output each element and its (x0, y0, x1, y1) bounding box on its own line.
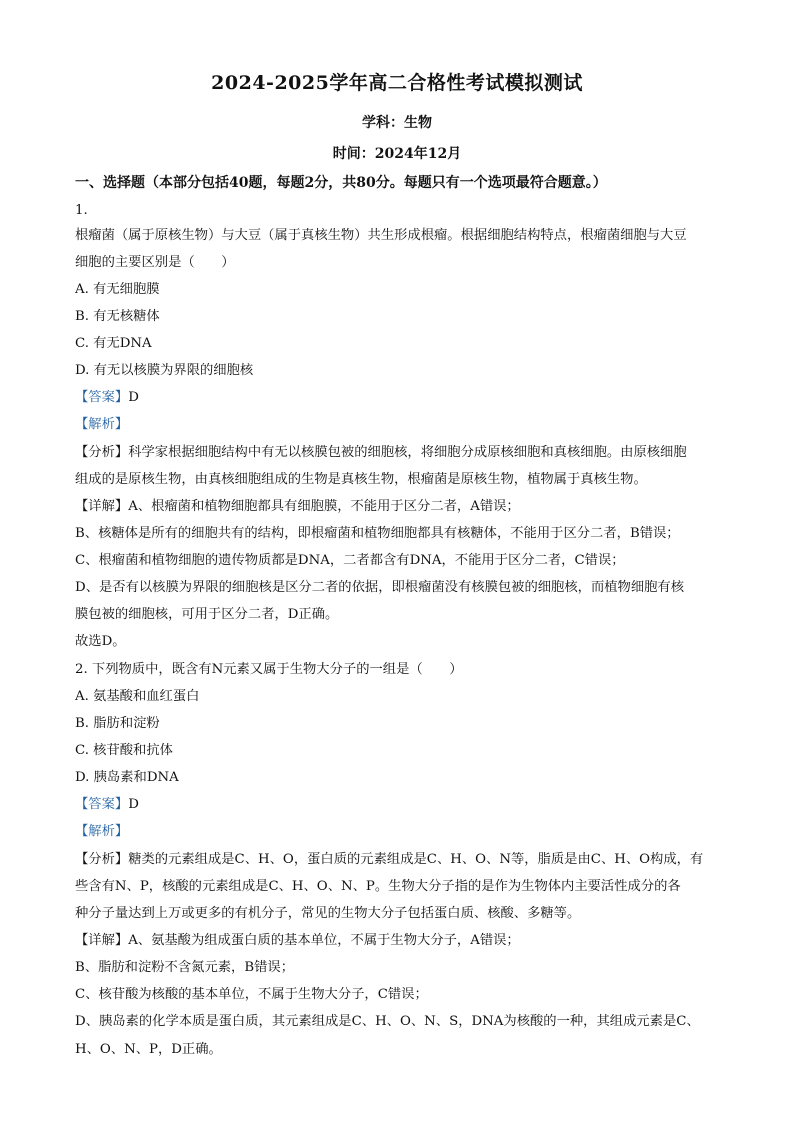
q1-fenxi-text1: 科学家根据细胞结构中有无以核膜包被的细胞核，将细胞分成原核细胞和真核细胞。由原核细胞 (128, 445, 687, 460)
section-heading: 一、选择题（本部分包括40题，每题2分，共80分。每题只有一个选项最符合题意。） (75, 175, 607, 191)
q2-stem: 2. 下列物质中，既含有N元素又属于生物大分子的一组是（ ） (75, 662, 463, 677)
q2-detail-a-text: A、氨基酸为组成蛋白质的基本单位，不属于生物大分子，A错误； (128, 933, 520, 948)
q2-option-b: B. 脂肪和淀粉 (75, 716, 160, 731)
q2-answer (75, 798, 139, 811)
q2-answer-tag: 【答案】 (75, 797, 129, 812)
q1-detail-b: B、核糖体是所有的细胞共有的结构，即根瘤菌和植物细胞都具有核糖体，不能用于区分二者，B错误； (75, 526, 680, 541)
q1-option-a: A. 有无细胞膜 (75, 282, 160, 297)
q2-detail-b: B、脂肪和淀粉不含氮元素，B错误； (75, 960, 294, 975)
q1-detail-a (75, 500, 520, 513)
q1-fenxi-tag: 【分析】 (75, 445, 129, 460)
q2-fenxi-tag: 【分析】 (75, 852, 129, 867)
q1-fenxi-line1 (75, 446, 687, 459)
q2-answer-value: D (128, 797, 139, 812)
q2-fenxi-text1: 糖类的元素组成是C、H、O，蛋白质的元素组成是C、H、O、N等，脂质是由C、H、O构成，有 (128, 852, 704, 867)
q2-detail-d-line1: D、胰岛素的化学本质是蛋白质，其元素组成是C、H、O、N、S，DNA为核酸的一种，其组成元素是C、 (75, 1014, 700, 1029)
q1-option-d: D. 有无以核膜为界限的细胞核 (75, 363, 254, 378)
q1-fenxi-line2: 组成的是原核生物，由真核细胞组成的生物是真核生物，根瘤菌是原核生物，植物属于真核生物。 (75, 472, 647, 487)
q2-fenxi-line1 (75, 853, 703, 866)
time-line: 时间：2024年12月 (332, 146, 462, 162)
q1-stem-line2: 细胞的主要区别是（ ） (75, 255, 235, 270)
q2-detail-a (75, 934, 520, 947)
q2-option-c: C. 核苷酸和抗体 (75, 743, 173, 758)
q1-option-b: B. 有无核糖体 (75, 309, 160, 324)
q1-option-c: C. 有无DNA (75, 336, 152, 351)
q1-conclusion: 故选D。 (75, 634, 126, 649)
q2-fenxi-line2: 些含有N、P，核酸的元素组成是C、H、O、N、P。生物大分子指的是作为生物体内主要活性成分的各 (75, 879, 681, 894)
q2-option-d: D. 胰岛素和DNA (75, 770, 179, 785)
q1-analysis-tag: 【解析】 (75, 417, 129, 432)
q2-detail-c: C、核苷酸为核酸的基本单位，不属于生物大分子，C错误； (75, 987, 428, 1002)
q1-answer-value: D (128, 390, 139, 405)
q2-xiangjie-tag: 【详解】 (75, 933, 129, 948)
q1-answer (75, 391, 139, 404)
q2-fenxi-line3: 种分子量达到上万或更多的有机分子，常见的生物大分子包括蛋白质、核酸、多糖等。 (75, 906, 581, 921)
page-title: 2024-2025学年高二合格性考试模拟测试 (211, 72, 583, 94)
q1-detail-c: C、根瘤菌和植物细胞的遗传物质都是DNA，二者都含有DNA，不能用于区分二者，C错误； (75, 553, 625, 568)
q2-analysis-tag: 【解析】 (75, 824, 129, 839)
subject-line: 学科：生物 (362, 115, 432, 131)
q2-option-a: A. 氨基酸和血红蛋白 (75, 689, 200, 704)
q1-xiangjie-tag: 【详解】 (75, 499, 129, 514)
q1-stem-line1: 根瘤菌（属于原核生物）与大豆（属于真核生物）共生形成根瘤。根据细胞结构特点，根瘤菌细胞与大豆 (75, 228, 687, 243)
q1-detail-a-text: A、根瘤菌和植物细胞都具有细胞膜，不能用于区分二者，A错误； (128, 499, 520, 514)
q1-detail-d-line1: D、是否有以核膜为界限的细胞核是区分二者的依据，即根瘤菌没有核膜包被的细胞核，而植物细胞有核 (75, 580, 685, 595)
q2-detail-d-line2: H、O、N、P，D正确。 (75, 1042, 222, 1057)
q1-answer-tag: 【答案】 (75, 390, 129, 405)
q1-detail-d-line2: 膜包被的细胞核，可用于区分二者，D正确。 (75, 607, 339, 622)
q1-number: 1. (75, 203, 88, 218)
